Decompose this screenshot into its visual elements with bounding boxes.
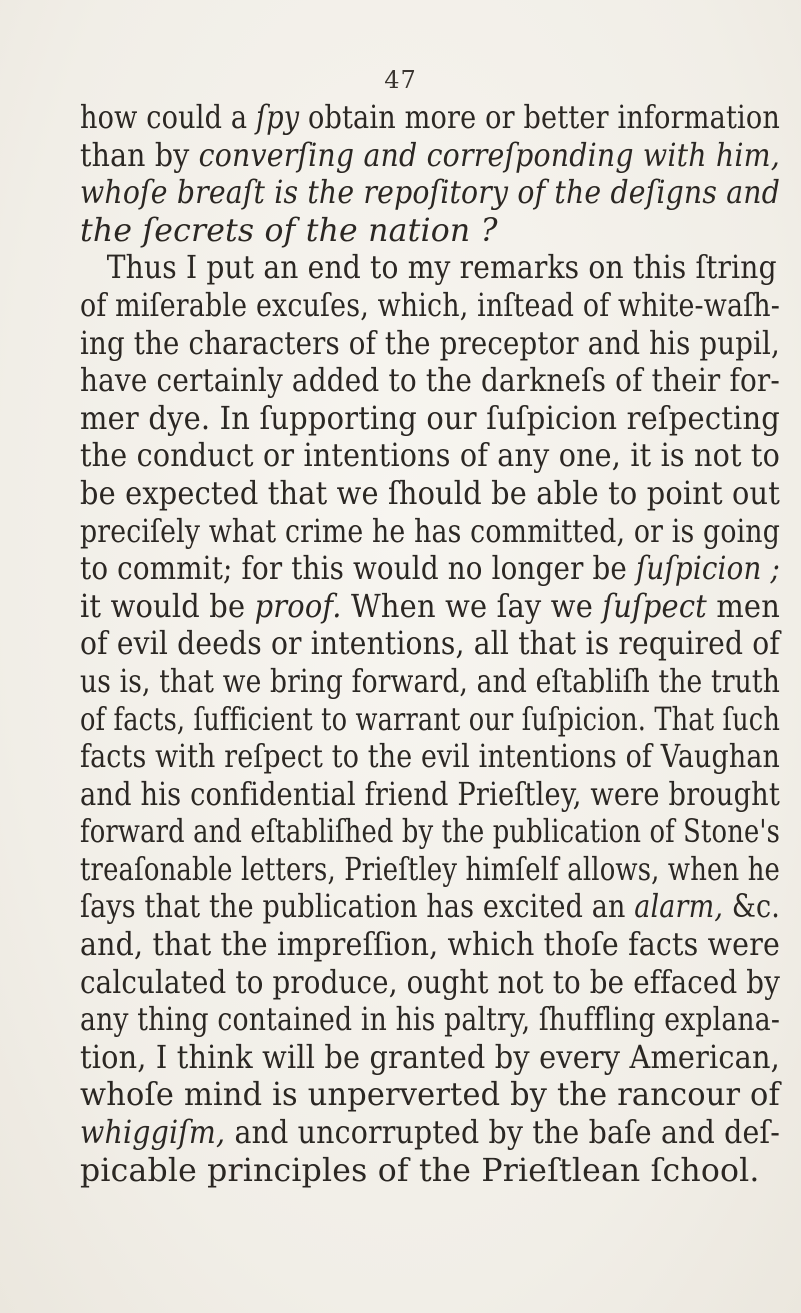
body-text	[80, 100, 780, 1190]
italic-text: ſuſpect	[602, 588, 707, 625]
roman-text: than by	[80, 137, 199, 174]
roman-text: and, that the impreſſion, which thoſe facts were	[80, 927, 780, 964]
text-line	[80, 513, 780, 552]
roman-text: Thus I put an end to my remarks on this ſtring	[106, 250, 777, 287]
text-line	[80, 100, 780, 138]
text-line	[80, 1115, 780, 1153]
text-line	[80, 213, 780, 251]
text-line	[80, 287, 780, 326]
roman-text: and uncorrupted by the baſe and deſ-	[225, 1115, 780, 1152]
text-line	[80, 776, 780, 815]
roman-text: have certainly added to the darkneſs of their for-	[80, 363, 780, 400]
roman-text: obtain more or better information	[299, 100, 780, 136]
italic-text: proof.	[254, 588, 342, 625]
text-line	[80, 137, 780, 176]
roman-text: treaſonable letters, Prieſtley himſelf allows, when he	[80, 851, 780, 888]
text-line	[80, 739, 780, 777]
page-number: 47	[384, 66, 417, 94]
roman-text: the conduct or intentions of any one, it is not to	[80, 438, 780, 475]
roman-text: it would be	[80, 588, 255, 625]
italic-text: whoſe breaſt is the repoſitory of the deſigns and	[80, 175, 780, 212]
roman-text: mer dye. In ſupporting our ſuſpicion reſpecting	[80, 400, 780, 437]
roman-text: any thing contained in his paltry, ſhuffling explana-	[80, 1002, 780, 1039]
roman-text: facts with reſpect to the evil intentions of Vaughan	[80, 739, 780, 776]
text-line	[80, 400, 780, 439]
text-line	[80, 175, 780, 213]
text-line	[80, 1153, 780, 1191]
roman-text: picable principles of the Prieſtlean ſchool.	[80, 1152, 760, 1189]
roman-text: tion, I think will be granted by every American,	[80, 1039, 780, 1076]
roman-text: be expected that we ſhould be able to point out	[80, 475, 780, 512]
text-line	[80, 927, 780, 965]
text-line	[80, 438, 780, 476]
roman-text: whoſe mind is unperverted by the rancour of	[80, 1077, 780, 1114]
text-line	[80, 475, 780, 514]
roman-text: calculated to produce, ought not to be effaced by	[80, 964, 780, 1001]
text-line	[80, 626, 780, 664]
text-line	[80, 889, 780, 927]
roman-text: of facts, ſufficient to warrant our ſuſpicion. That ſuch	[80, 701, 780, 738]
roman-text: to commit; for this would no longer be	[80, 551, 636, 588]
italic-text: whiggiſm,	[80, 1115, 226, 1152]
roman-text: preciſely what crime he has committed, or is going	[80, 513, 780, 550]
text-line	[80, 663, 780, 702]
text-line	[80, 325, 780, 364]
roman-text: and his confidential friend Prieſtley, were brought	[80, 776, 780, 813]
text-line	[80, 1002, 780, 1040]
roman-text: of evil deeds or intentions, all that is required of	[80, 626, 780, 663]
text-line	[80, 964, 780, 1003]
italic-text: converſing and correſponding with him,	[198, 137, 780, 174]
text-line	[80, 588, 780, 627]
text-line	[80, 851, 780, 890]
roman-text: how could a	[80, 100, 257, 136]
text-line	[80, 363, 780, 401]
roman-text: ing the characters of the preceptor and his pupil,	[80, 325, 780, 362]
italic-text: alarm,	[634, 889, 724, 926]
italic-text: ſuſpicion ;	[635, 551, 780, 588]
text-line	[80, 1039, 780, 1078]
italic-text: the ſecrets of the nation ?	[80, 212, 498, 249]
roman-text: of miſerable excuſes, which, inſtead of white-waſh-	[80, 287, 780, 324]
text-line	[80, 701, 780, 740]
text-line	[80, 250, 777, 288]
roman-text: men	[706, 588, 780, 625]
roman-text: &c.	[723, 889, 780, 926]
text-line	[80, 551, 780, 589]
text-line	[80, 814, 780, 852]
roman-text: us is, that we bring forward, and eſtabliſh the truth	[80, 663, 780, 700]
roman-text: forward and eſtabliſhed by the publication of Stone's	[80, 814, 780, 851]
text-line	[80, 1077, 780, 1115]
italic-text: ſpy	[256, 100, 300, 136]
roman-text: ſays that the publication has excited an	[80, 889, 635, 926]
roman-text: When we ſay we	[341, 588, 603, 625]
